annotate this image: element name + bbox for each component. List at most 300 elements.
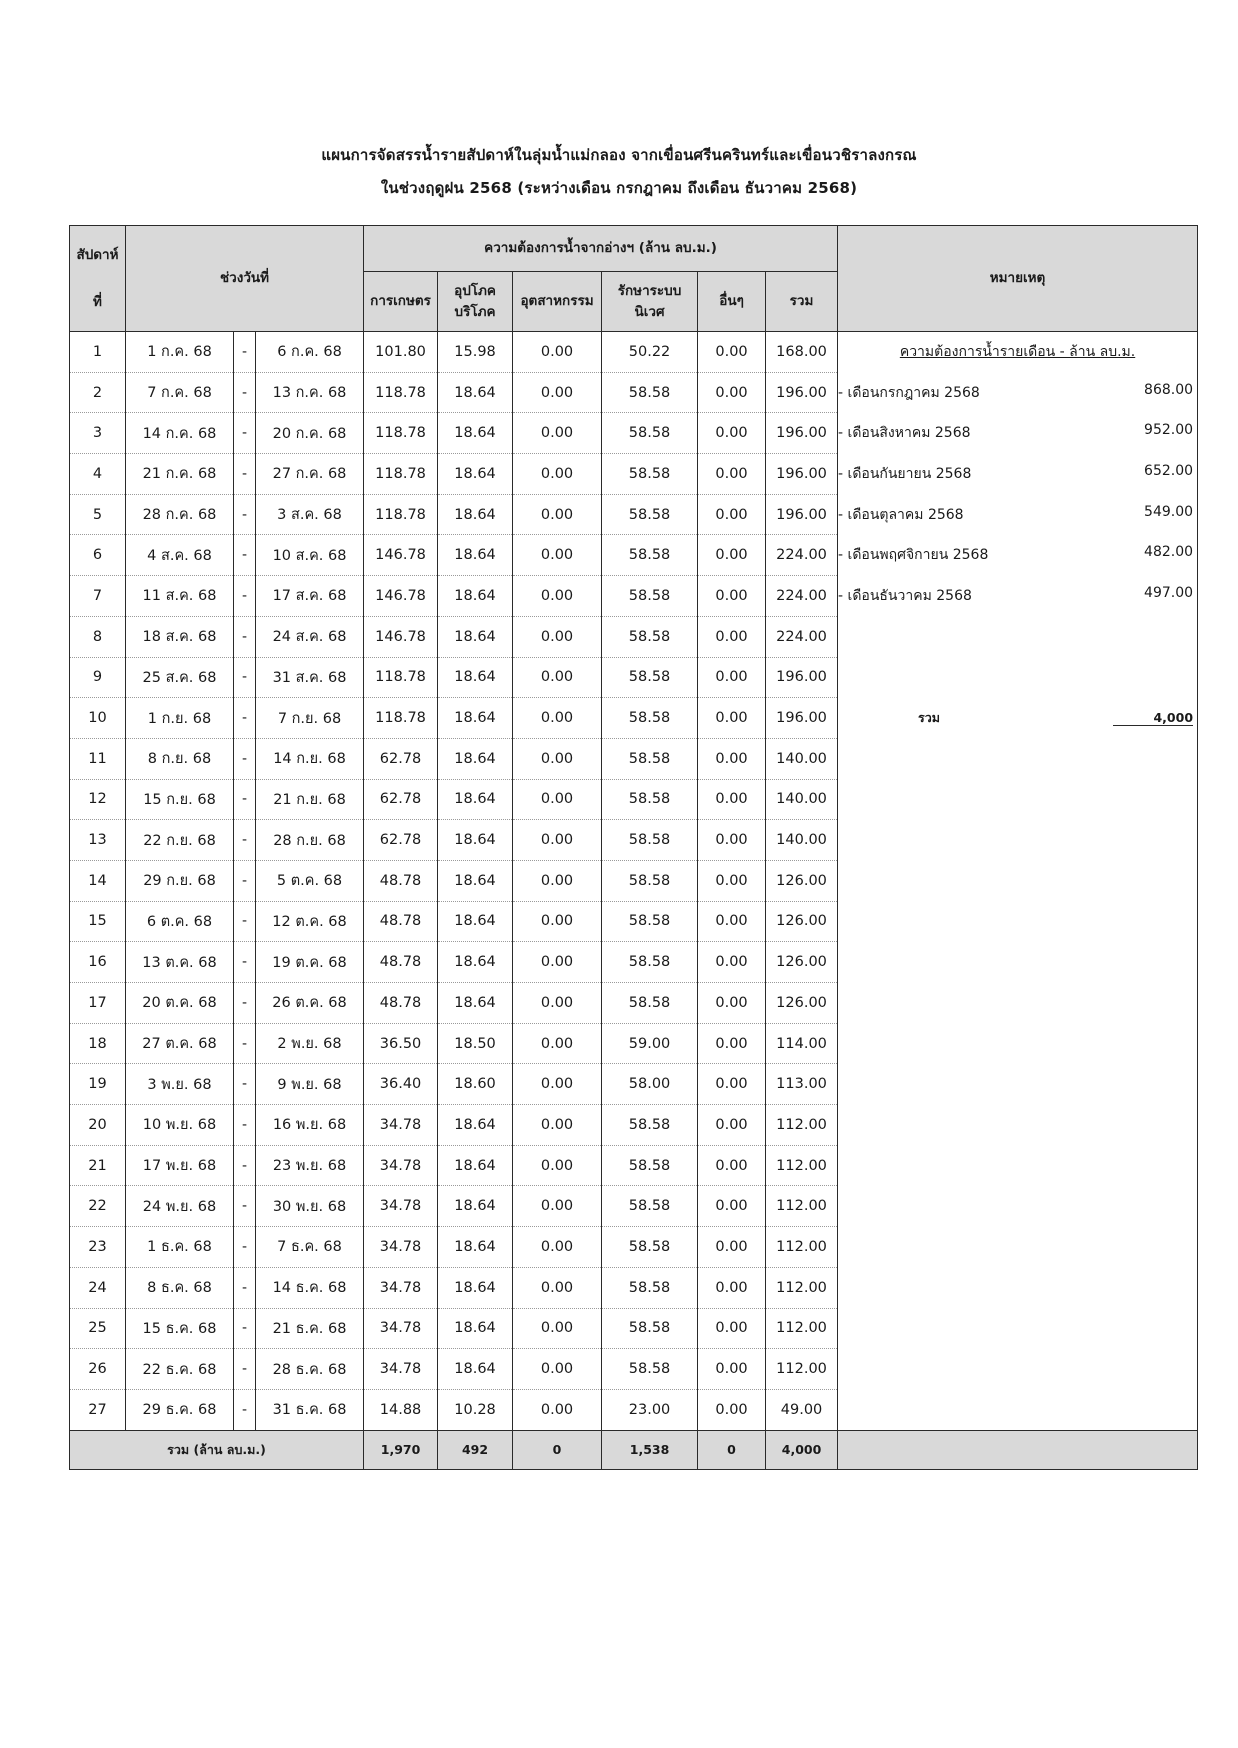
total-value: 113.00 [766,1064,838,1105]
period-dash: - [234,1308,256,1349]
remark-cell [838,494,1198,535]
table-row [70,1267,1198,1308]
consume-value: 18.64 [438,535,513,576]
remark-month-label: - เดือนกันยายน 2568 [838,465,972,482]
period-to: 5 ต.ค. 68 [256,860,364,901]
period-from: 7 ก.ค. 68 [126,372,234,413]
industry-value: 0.00 [513,901,602,942]
total-value: 126.00 [766,983,838,1024]
period-dash: - [234,657,256,698]
consume-value: 18.64 [438,454,513,495]
agri-value: 48.78 [364,860,438,901]
other-value: 0.00 [698,332,766,373]
industry-value: 0.00 [513,1267,602,1308]
table-row [70,901,1198,942]
table-row [70,1349,1198,1390]
total-value: 49.00 [766,1389,838,1430]
table-row [70,1186,1198,1227]
period-from: 15 ธ.ค. 68 [126,1308,234,1349]
period-to: 2 พ.ย. 68 [256,1023,364,1064]
table-row [70,1227,1198,1268]
period-from: 20 ต.ค. 68 [126,983,234,1024]
totals-other: 0 [698,1430,766,1469]
industry-value: 0.00 [513,698,602,739]
eco-value: 58.58 [602,860,698,901]
period-to: 17 ส.ค. 68 [256,576,364,617]
table-row [70,1105,1198,1146]
industry-value: 0.00 [513,942,602,983]
industry-value: 0.00 [513,535,602,576]
period-to: 14 ธ.ค. 68 [256,1267,364,1308]
agri-value: 36.50 [364,1023,438,1064]
eco-value: 58.58 [602,1267,698,1308]
agri-value: 118.78 [364,413,438,454]
total-value: 224.00 [766,616,838,657]
total-value: 112.00 [766,1105,838,1146]
remark-cell [838,1308,1198,1349]
other-value: 0.00 [698,454,766,495]
remark-month-value: 868.00 [1144,381,1194,398]
period-from: 29 ธ.ค. 68 [126,1389,234,1430]
agri-value: 48.78 [364,942,438,983]
table-row [70,413,1198,454]
industry-value: 0.00 [513,820,602,861]
eco-value: 58.58 [602,657,698,698]
other-value: 0.00 [698,494,766,535]
agri-value: 62.78 [364,738,438,779]
period-from: 8 ก.ย. 68 [126,738,234,779]
period-to: 21 ก.ย. 68 [256,779,364,820]
eco-value: 58.58 [602,983,698,1024]
industry-value: 0.00 [513,1227,602,1268]
agri-value: 118.78 [364,494,438,535]
other-value: 0.00 [698,413,766,454]
remark-cell [838,1023,1198,1064]
remark-month-item [838,422,1197,444]
remark-cell [838,1064,1198,1105]
remark-cell [838,738,1198,779]
remark-cell [838,779,1198,820]
consume-value: 18.64 [438,860,513,901]
consume-value: 18.50 [438,1023,513,1064]
total-value: 140.00 [766,738,838,779]
remark-sum-value: 4,000 [1113,710,1193,726]
other-value: 0.00 [698,535,766,576]
period-dash: - [234,820,256,861]
agri-value: 146.78 [364,535,438,576]
total-value: 112.00 [766,1267,838,1308]
other-value: 0.00 [698,1023,766,1064]
remark-month-label: - เดือนธันวาคม 2568 [838,587,972,604]
week-number: 1 [70,332,126,373]
week-number: 22 [70,1186,126,1227]
total-value: 196.00 [766,372,838,413]
eco-value: 58.58 [602,1186,698,1227]
total-value: 224.00 [766,576,838,617]
consume-value: 18.64 [438,494,513,535]
industry-value: 0.00 [513,332,602,373]
consume-value: 18.64 [438,1267,513,1308]
period-to: 6 ก.ค. 68 [256,332,364,373]
eco-value: 59.00 [602,1023,698,1064]
total-value: 224.00 [766,535,838,576]
agri-value: 36.40 [364,1064,438,1105]
document-subtitle: ในช่วงฤดูฝน 2568 (ระหว่างเดือน กรกฎาคม ถึงเดือน ธันวาคม 2568) [380,179,858,197]
period-from: 1 ก.ค. 68 [126,332,234,373]
remark-month-item [838,585,1197,607]
remark-month-label: - เดือนกรกฎาคม 2568 [838,384,980,401]
eco-value: 58.58 [602,1349,698,1390]
table-row [70,454,1198,495]
industry-value: 0.00 [513,454,602,495]
eco-value: 58.58 [602,535,698,576]
other-value: 0.00 [698,1145,766,1186]
totals-industry: 0 [513,1430,602,1469]
period-dash: - [234,332,256,373]
period-to: 27 ก.ค. 68 [256,454,364,495]
consume-value: 18.64 [438,1308,513,1349]
table-row [70,860,1198,901]
remark-sum-label: รวม [918,710,941,726]
week-number: 19 [70,1064,126,1105]
period-from: 11 ส.ค. 68 [126,576,234,617]
eco-value: 58.58 [602,1308,698,1349]
industry-value: 0.00 [513,1389,602,1430]
period-to: 23 พ.ย. 68 [256,1145,364,1186]
industry-value: 0.00 [513,413,602,454]
total-value: 112.00 [766,1145,838,1186]
remark-cell [838,372,1198,413]
remark-cell [838,657,1198,698]
week-number: 16 [70,942,126,983]
period-dash: - [234,1064,256,1105]
header-consume: อุปโภค บริโภค [438,272,513,332]
period-to: 28 ก.ย. 68 [256,820,364,861]
industry-value: 0.00 [513,1349,602,1390]
period-dash: - [234,372,256,413]
other-value: 0.00 [698,779,766,820]
agri-value: 34.78 [364,1267,438,1308]
totals-consume: 492 [438,1430,513,1469]
eco-value: 58.58 [602,820,698,861]
consume-value: 10.28 [438,1389,513,1430]
other-value: 0.00 [698,820,766,861]
remark-month-item [838,504,1197,526]
total-value: 112.00 [766,1227,838,1268]
period-dash: - [234,616,256,657]
table-row [70,1308,1198,1349]
period-from: 13 ต.ค. 68 [126,942,234,983]
week-number: 27 [70,1389,126,1430]
period-from: 27 ต.ค. 68 [126,1023,234,1064]
table-row [70,698,1198,739]
period-to: 7 ธ.ค. 68 [256,1227,364,1268]
table-row [70,942,1198,983]
period-dash: - [234,1349,256,1390]
period-dash: - [234,779,256,820]
eco-value: 58.58 [602,698,698,739]
week-number: 11 [70,738,126,779]
table-row [70,1389,1198,1430]
totals-eco: 1,538 [602,1430,698,1469]
week-number: 18 [70,1023,126,1064]
total-value: 126.00 [766,942,838,983]
consume-value: 18.64 [438,698,513,739]
total-value: 114.00 [766,1023,838,1064]
consume-value: 15.98 [438,332,513,373]
consume-value: 18.64 [438,1105,513,1146]
week-number: 26 [70,1349,126,1390]
other-value: 0.00 [698,860,766,901]
remark-month-label: - เดือนพฤศจิกายน 2568 [838,547,989,564]
other-value: 0.00 [698,1064,766,1105]
period-dash: - [234,1267,256,1308]
total-value: 112.00 [766,1186,838,1227]
table-row [70,1023,1198,1064]
period-to: 3 ส.ค. 68 [256,494,364,535]
eco-value: 58.58 [602,576,698,617]
period-from: 28 ก.ค. 68 [126,494,234,535]
consume-value: 18.64 [438,657,513,698]
eco-value: 58.58 [602,1227,698,1268]
period-to: 21 ธ.ค. 68 [256,1308,364,1349]
period-from: 18 ส.ค. 68 [126,616,234,657]
period-from: 1 ธ.ค. 68 [126,1227,234,1268]
remark-month-value: 497.00 [1144,584,1194,601]
period-to: 24 ส.ค. 68 [256,616,364,657]
consume-value: 18.64 [438,738,513,779]
agri-value: 34.78 [364,1105,438,1146]
period-from: 29 ก.ย. 68 [126,860,234,901]
header-period: ช่วงวันที่ [126,226,364,332]
eco-value: 58.58 [602,901,698,942]
period-to: 12 ต.ค. 68 [256,901,364,942]
agri-value: 34.78 [364,1145,438,1186]
consume-value: 18.64 [438,901,513,942]
week-number: 23 [70,1227,126,1268]
period-to: 28 ธ.ค. 68 [256,1349,364,1390]
other-value: 0.00 [698,901,766,942]
eco-value: 58.58 [602,413,698,454]
header-week: สัปดาห์ ที่ [70,226,126,332]
other-value: 0.00 [698,1227,766,1268]
week-number: 7 [70,576,126,617]
period-from: 22 ธ.ค. 68 [126,1349,234,1390]
document-title: แผนการจัดสรรน้ำรายสัปดาห์ในลุ่มน้ำแม่กลอง จากเขื่อนศรีนครินทร์และเขื่อนวชิราลงกรณ [321,146,917,164]
agri-value: 118.78 [364,657,438,698]
totals-row [70,1430,1198,1469]
eco-value: 50.22 [602,332,698,373]
period-to: 16 พ.ย. 68 [256,1105,364,1146]
consume-value: 18.60 [438,1064,513,1105]
consume-value: 18.64 [438,413,513,454]
other-value: 0.00 [698,1308,766,1349]
period-dash: - [234,1105,256,1146]
remark-month-label: - เดือนตุลาคม 2568 [838,506,964,523]
header-demand: ความต้องการน้ำจากอ่างฯ (ล้าน ลบ.ม.) [364,226,838,272]
period-from: 6 ต.ค. 68 [126,901,234,942]
total-value: 126.00 [766,860,838,901]
table-row [70,494,1198,535]
total-value: 196.00 [766,657,838,698]
week-number: 10 [70,698,126,739]
other-value: 0.00 [698,1186,766,1227]
period-to: 31 ธ.ค. 68 [256,1389,364,1430]
remark-cell [838,1227,1198,1268]
totals-total: 4,000 [766,1430,838,1469]
total-value: 140.00 [766,779,838,820]
period-to: 13 ก.ค. 68 [256,372,364,413]
week-number: 9 [70,657,126,698]
eco-value: 58.58 [602,372,698,413]
industry-value: 0.00 [513,1023,602,1064]
other-value: 0.00 [698,738,766,779]
total-value: 196.00 [766,698,838,739]
table-row [70,616,1198,657]
other-value: 0.00 [698,616,766,657]
table-row [70,983,1198,1024]
remark-cell [838,1349,1198,1390]
table-row [70,738,1198,779]
period-from: 4 ส.ค. 68 [126,535,234,576]
consume-value: 18.64 [438,576,513,617]
period-dash: - [234,1186,256,1227]
agri-value: 14.88 [364,1389,438,1430]
period-dash: - [234,738,256,779]
period-to: 20 ก.ค. 68 [256,413,364,454]
week-number: 14 [70,860,126,901]
total-value: 140.00 [766,820,838,861]
water-allocation-table [69,225,1198,1470]
period-to: 7 ก.ย. 68 [256,698,364,739]
consume-value: 18.64 [438,1186,513,1227]
agri-value: 118.78 [364,372,438,413]
remark-cell [838,1105,1198,1146]
table-row [70,332,1198,373]
week-number: 17 [70,983,126,1024]
remark-month-item [838,382,1197,404]
remark-cell [838,820,1198,861]
period-dash: - [234,1023,256,1064]
remark-cell [838,332,1198,373]
consume-value: 18.64 [438,820,513,861]
header-other: อื่นๆ [698,272,766,332]
header-eco: รักษาระบบ นิเวศ [602,272,698,332]
remark-cell [838,454,1198,495]
agri-value: 48.78 [364,901,438,942]
week-number: 6 [70,535,126,576]
period-from: 15 ก.ย. 68 [126,779,234,820]
table-row [70,372,1198,413]
remark-heading: ความต้องการน้ำรายเดือน - ล้าน ลบ.ม. [899,344,1136,361]
other-value: 0.00 [698,942,766,983]
consume-value: 18.64 [438,1349,513,1390]
remark-month-value: 549.00 [1144,503,1194,520]
remark-cell [838,901,1198,942]
total-value: 196.00 [766,454,838,495]
period-dash: - [234,576,256,617]
industry-value: 0.00 [513,983,602,1024]
remark-cell [838,1389,1198,1430]
remark-cell [838,860,1198,901]
remark-month-value: 482.00 [1144,544,1194,561]
other-value: 0.00 [698,657,766,698]
agri-value: 101.80 [364,332,438,373]
industry-value: 0.00 [513,1105,602,1146]
period-from: 22 ก.ย. 68 [126,820,234,861]
period-from: 8 ธ.ค. 68 [126,1267,234,1308]
period-from: 17 พ.ย. 68 [126,1145,234,1186]
table-row [70,1064,1198,1105]
other-value: 0.00 [698,1349,766,1390]
header-total: รวม [766,272,838,332]
period-to: 9 พ.ย. 68 [256,1064,364,1105]
agri-value: 34.78 [364,1186,438,1227]
period-dash: - [234,413,256,454]
remark-sum [838,708,1197,728]
table-row [70,657,1198,698]
remark-cell [838,1145,1198,1186]
table-row [70,535,1198,576]
remark-cell [838,698,1198,739]
table-body [70,332,1198,1431]
industry-value: 0.00 [513,1186,602,1227]
industry-value: 0.00 [513,779,602,820]
industry-value: 0.00 [513,576,602,617]
industry-value: 0.00 [513,1145,602,1186]
week-number: 8 [70,616,126,657]
agri-value: 118.78 [364,698,438,739]
table-row [70,820,1198,861]
consume-value: 18.64 [438,1145,513,1186]
eco-value: 58.58 [602,1145,698,1186]
other-value: 0.00 [698,1105,766,1146]
other-value: 0.00 [698,983,766,1024]
week-number: 5 [70,494,126,535]
period-dash: - [234,454,256,495]
period-to: 10 ส.ค. 68 [256,535,364,576]
period-from: 3 พ.ย. 68 [126,1064,234,1105]
remark-cell [838,983,1198,1024]
remark-month-item [838,544,1197,566]
period-to: 19 ต.ค. 68 [256,942,364,983]
other-value: 0.00 [698,576,766,617]
agri-value: 34.78 [364,1308,438,1349]
period-from: 24 พ.ย. 68 [126,1186,234,1227]
industry-value: 0.00 [513,657,602,698]
table-row [70,576,1198,617]
header-remark: หมายเหตุ [838,226,1198,332]
remark-cell [838,413,1198,454]
week-number: 24 [70,1267,126,1308]
week-number: 13 [70,820,126,861]
period-from: 21 ก.ค. 68 [126,454,234,495]
period-dash: - [234,698,256,739]
table-row [70,779,1198,820]
period-dash: - [234,860,256,901]
header-agri: การเกษตร [364,272,438,332]
period-to: 30 พ.ย. 68 [256,1186,364,1227]
other-value: 0.00 [698,1267,766,1308]
table-row [70,1145,1198,1186]
week-number: 3 [70,413,126,454]
agri-value: 62.78 [364,820,438,861]
eco-value: 58.58 [602,738,698,779]
totals-label: รวม (ล้าน ลบ.ม.) [70,1430,364,1469]
remark-cell [838,1267,1198,1308]
week-number: 25 [70,1308,126,1349]
eco-value: 58.00 [602,1064,698,1105]
